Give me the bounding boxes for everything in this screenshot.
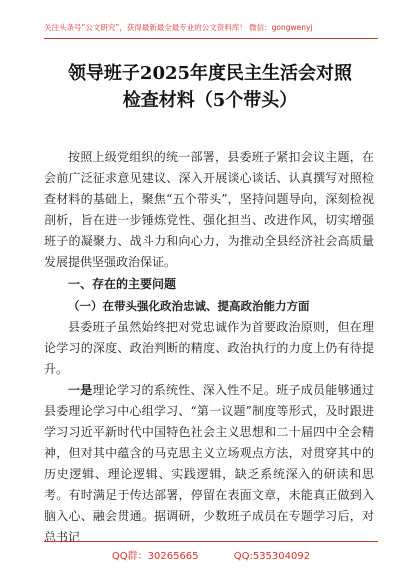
point-lead: 一是 xyxy=(68,383,93,397)
section-heading: 一、存在的主要问题 xyxy=(68,277,177,291)
point-paragraph xyxy=(44,380,374,548)
footer-contact xyxy=(44,547,378,562)
header-divider xyxy=(44,38,378,39)
footer-qq: QQ:535304092 xyxy=(233,551,311,562)
footer-qq-group: QQ群：30265665 xyxy=(111,551,199,562)
title-line-1: 领导班子2025年度民主生活会对照 xyxy=(67,63,353,84)
intro-paragraph: 按照上级党组织的统一部署，县委班子紧扣会议主题，在会前广泛征求意见建议、深入开展谈心谈话、认真撰写对照检查材料的基础上，聚焦“五个带头”，坚持问题导向，深刻检视剖析，旨在进一步锤炼党性、强化担当、改进作风，切实增强班子的凝聚力、战斗力和向心力，为推动全县经济社会高质量发展提供坚强政治保证。 xyxy=(44,150,374,269)
title-line-2: 检查材料（5个带头） xyxy=(122,90,298,111)
body-paragraph: 县委班子虽然始终把对党忠诚作为首要政治原则，但在理论学习的深度、政治判断的精度、政治执行的力度上仍有待提升。 xyxy=(44,320,374,376)
point-text: 理论学习的系统性、深入性不足。班子成员能够通过县委理论学习中心组学习、“第一议题”制度等形式，及时跟进学习习近平新时代中国特色社会主义思想和二十届四中全会精神，但对其中蕴含的马克思主义立场观点方法，对贯穿其中的历史逻辑、理论逻辑、实践逻辑，缺乏系统深入的研读和思考。有时满足于传达部署，停留在表面文章，未能真正做到入脑入心、融会贯通。据调研，少数班子成员在专题学习后，对总书记 xyxy=(44,383,374,544)
footer-divider xyxy=(44,541,378,542)
subsection-heading: （一）在带头强化政治忠诚、提高政治能力方面 xyxy=(68,299,310,313)
header-promo: 关注头条号“公文研究”，获得最新最全最专业的公文资料库！ 微信：gongwenyj xyxy=(44,23,313,32)
document-title xyxy=(40,60,380,114)
document-body xyxy=(44,147,374,548)
